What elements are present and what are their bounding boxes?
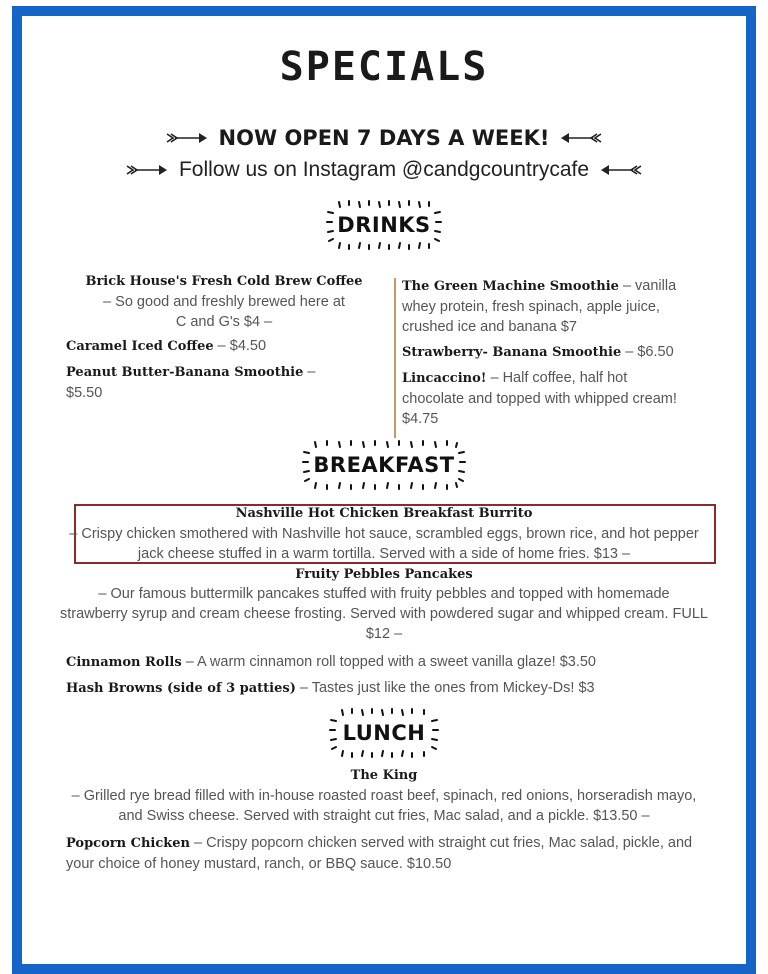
breakfast-item [66,678,726,699]
drink-item [74,272,374,332]
arrow-right-icon [125,163,169,177]
drink-desc: chocolate and topped with whipped cream! [402,391,677,407]
breakfast-item [22,504,746,564]
breakfast-desc: – Our famous buttermilk pancakes stuffed with fruity pebbles and topped with homemade [98,586,670,602]
drink-desc: crushed ice and banana $7 [402,319,577,335]
lunch-item [66,832,726,874]
arrow-left-icon [559,131,603,145]
breakfast-price: $12 – [365,626,403,642]
drink-item [402,276,702,337]
breakfast-heading: BREAKFAST [313,453,455,477]
arrow-left-icon [599,163,643,177]
drink-desc: – $4.50 [213,338,267,354]
drink-item [402,368,722,429]
breakfast-name: Nashville Hot Chicken Breakfast Burrito [235,506,533,521]
drinks-badge [22,196,746,254]
drink-desc: – Half coffee, half hot [486,370,628,386]
drinks-heading: DRINKS [337,213,431,237]
drink-name: Peanut Butter-Banana Smoothie [66,365,304,380]
drink-desc: – [303,364,316,380]
breakfast-desc: – Crispy chicken smothered with Nashville hot sauce, scrambled eggs, brown rice, and hot pepper [69,526,699,542]
page-title: SPECIALS [279,44,489,90]
breakfast-item [66,652,726,673]
drink-desc: C and G's $4 – [175,314,273,330]
lunch-desc: and Swiss cheese. Served with straight cut fries, Mac salad, and a pickle. $13.50 – [118,808,650,824]
lunch-desc: – Crispy popcorn chicken served with straight cut fries, Mac salad, pickle, and [189,835,693,851]
drink-price: $5.50 [66,385,103,401]
drink-name: Caramel Iced Coffee [66,339,214,354]
drink-name: Lincaccino! [402,371,487,386]
instagram-notice: Follow us on Instagram @candgcountrycafe [178,158,590,181]
page-border [12,6,756,974]
drink-desc: – vanilla [618,278,677,294]
breakfast-item [22,566,746,644]
breakfast-name: Hash Browns (side of 3 patties) [66,681,296,696]
lunch-heading: LUNCH [342,721,426,745]
lunch-item [22,766,746,826]
breakfast-desc: – Tastes just like the ones from Mickey-Ds! $3 [295,680,595,696]
drink-desc: – So good and freshly brewed here at [103,294,345,310]
drink-item [66,336,386,357]
drink-item [66,362,386,403]
lunch-name: Popcorn Chicken [66,836,190,851]
open-notice-line [22,126,746,150]
drink-price: $4.75 [402,411,439,427]
breakfast-desc: strawberry syrup and cream cheese frosting. Served with powdered sugar and whipped cream. FULL [60,606,708,622]
lunch-name: The King [350,768,418,783]
breakfast-badge [22,436,746,494]
lunch-badge [22,704,746,762]
breakfast-name: Fruity Pebbles Pancakes [295,567,473,582]
open-notice: NOW OPEN 7 DAYS A WEEK! [218,126,550,150]
lunch-desc: – Grilled rye bread filled with in-house roasted roast beef, spinach, red onions, horseradish mayo, [71,788,697,804]
breakfast-name: Cinnamon Rolls [66,655,182,670]
drink-name: Strawberry- Banana Smoothie [402,345,622,360]
drink-desc: – $6.50 [621,344,674,360]
menu-page [22,16,746,964]
column-divider [394,278,396,438]
instagram-notice-line [22,158,746,182]
drink-name: Brick House's Fresh Cold Brew Coffee [85,274,363,289]
drink-item [402,342,722,363]
drink-desc: whey protein, fresh spinach, apple juice, [402,299,660,315]
lunch-desc: your choice of honey mustard, ranch, or BBQ sauce. $10.50 [66,856,452,872]
drink-name: The Green Machine Smoothie [402,279,619,294]
arrow-right-icon [165,131,209,145]
breakfast-desc: jack cheese stuffed in a warm tortilla. Served with a side of home fries. $13 – [137,546,631,562]
breakfast-desc: – A warm cinnamon roll topped with a sweet vanilla glaze! $3.50 [181,654,596,670]
